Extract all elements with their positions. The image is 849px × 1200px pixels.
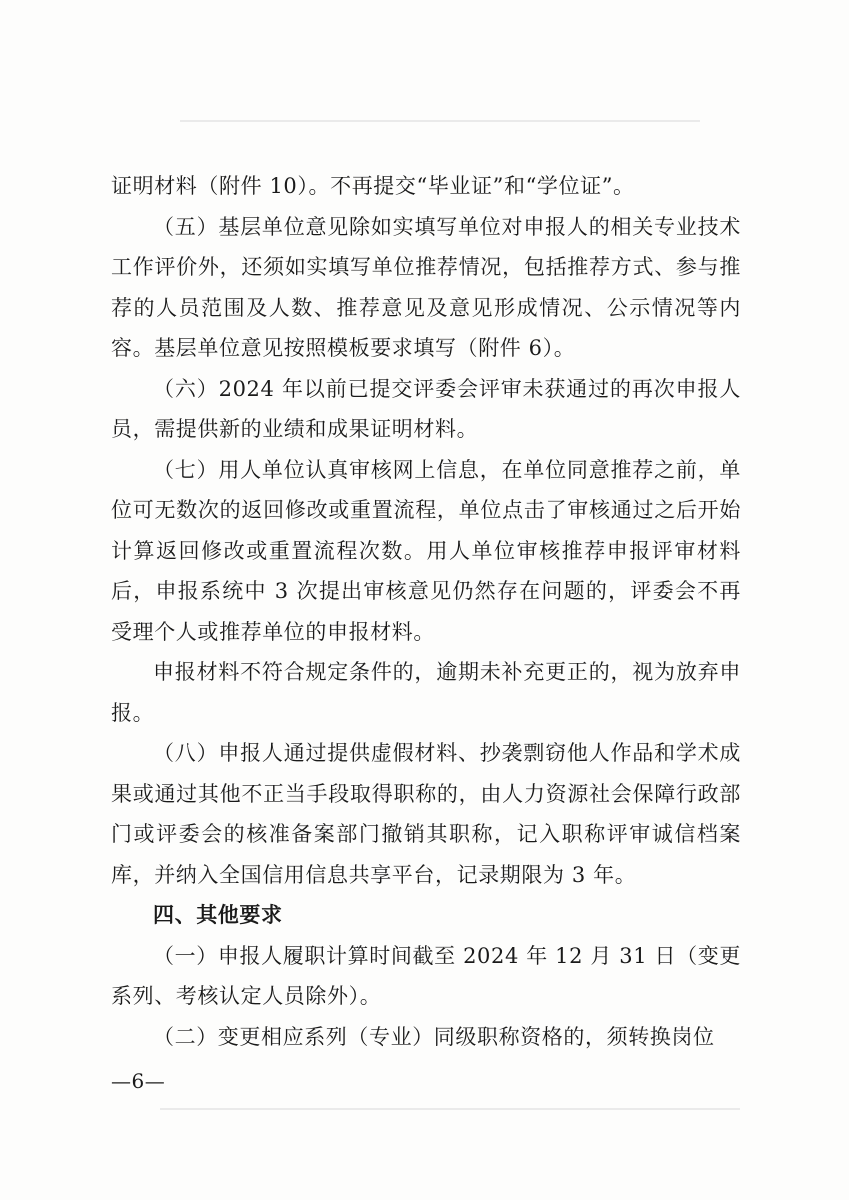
- paragraph-item-7: （七）用人单位认真审核网上信息，在单位同意推荐之前，单位可无数次的返回修改或重置流程，单位点击了审核通过之后开始计算返回修改或重置流程次数。用人单位审核推荐申报评审材料后，申报系统中 3 次提出审核意见仍然存在问题的，评委会不再受理个人或推荐单位的申报材料。: [111, 457, 741, 644]
- paragraph-item-6: （六）2024 年以前已提交评委会评审未获通过的再次申报人员，需提供新的业绩和成果证明材料。: [111, 376, 741, 441]
- document-body: [111, 166, 741, 1057]
- section-heading: 四、其他要求: [153, 903, 283, 927]
- scan-artifact-top: [180, 120, 700, 122]
- paragraph-notice: 申报材料不符合规定条件的，逾期未补充更正的，视为放弃申报。: [111, 660, 741, 725]
- page-number: —6—: [111, 1069, 166, 1093]
- paragraph-item-5: （五）基层单位意见除如实填写单位对申报人的相关专业技术工作评价外，还须如实填写单位推荐情况，包括推荐方式、参与推荐的人员范围及人数、推荐意见及意见形成情况、公示情况等内容。基层单位意见按照模板要求填写（附件 6）。: [111, 214, 741, 360]
- paragraph-item-8: （八）申报人通过提供虚假材料、抄袭剽窃他人作品和学术成果或通过其他不正当手段取得职称的，由人力资源社会保障行政部门或评委会的核准备案部门撤销其职称，记入职称评审诚信档案库，并纳入全国信用信息共享平台，记录期限为 3 年。: [111, 741, 741, 887]
- scan-artifact-bottom: [160, 1108, 740, 1110]
- paragraph-other-1: （一）申报人履职计算时间截至 2024 年 12 月 31 日（变更系列、考核认定人员除外）。: [111, 943, 741, 1008]
- paragraph-other-2: （二）变更相应系列（专业）同级职称资格的，须转换岗位: [153, 1024, 715, 1049]
- paragraph-continuation: 证明材料（附件 10）。不再提交“毕业证”和“学位证”。: [111, 174, 635, 198]
